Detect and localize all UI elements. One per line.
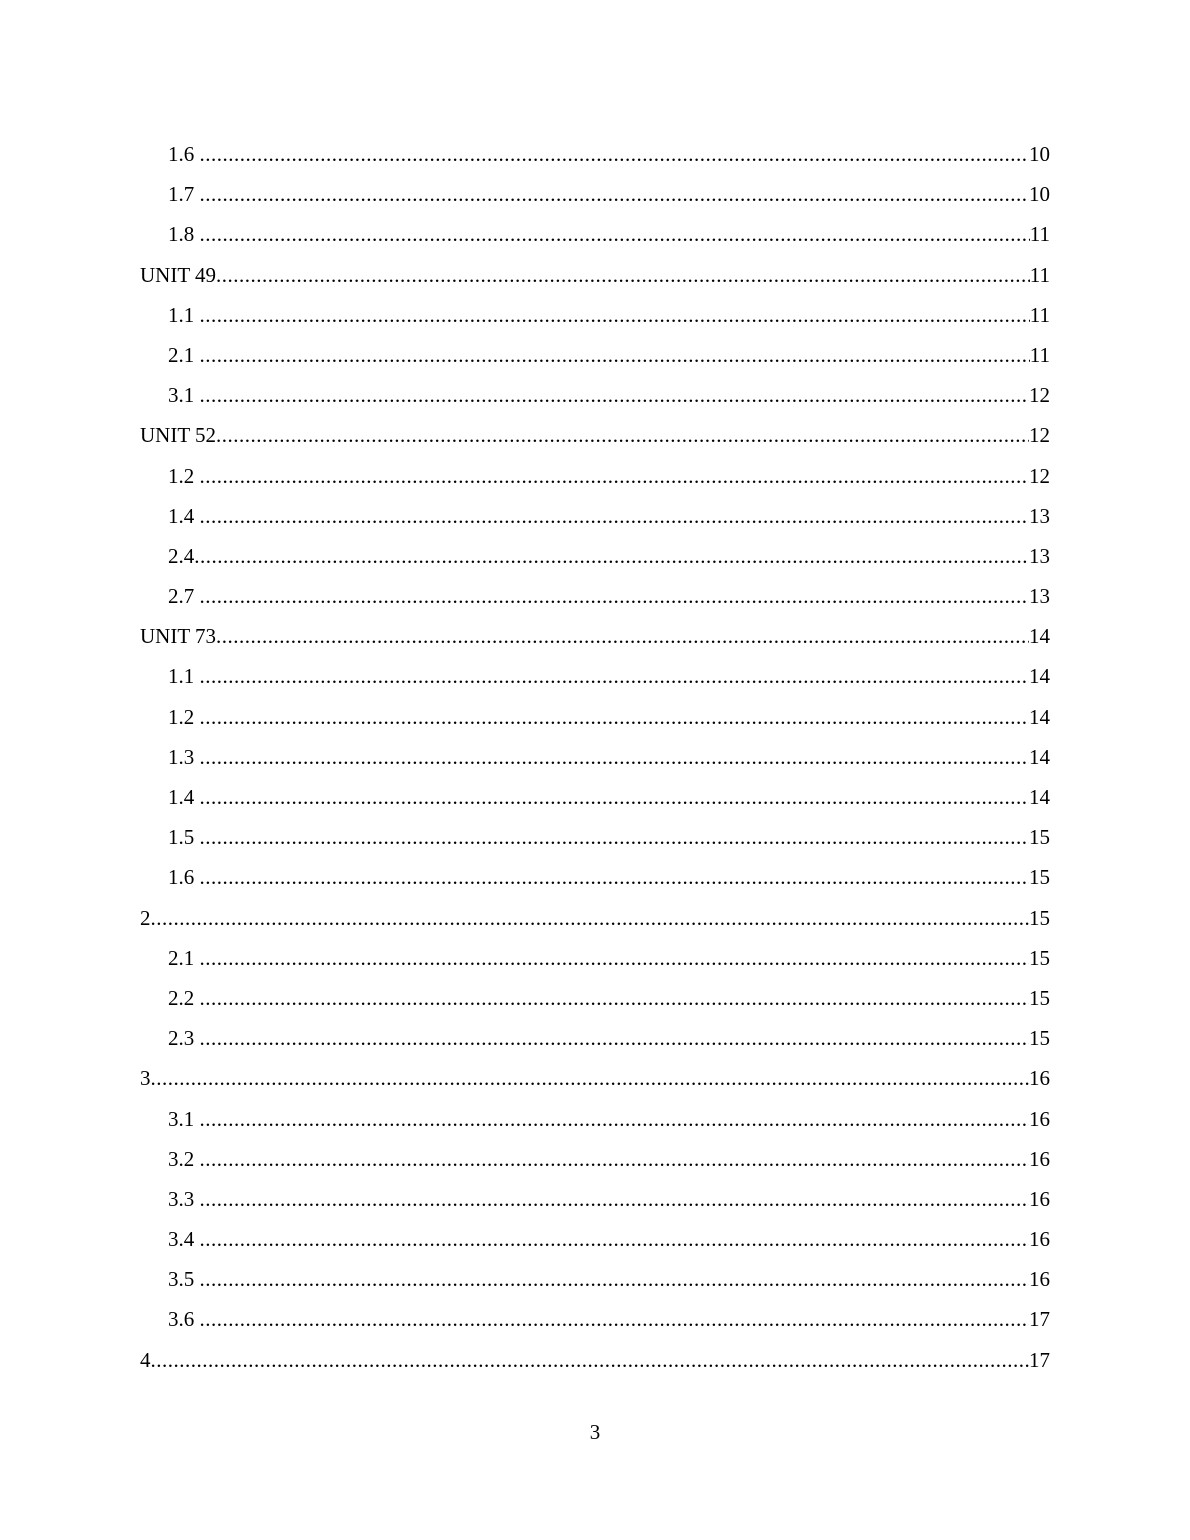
toc-dot-leader [200, 823, 1030, 851]
toc-entry-page-number: 14 [1029, 785, 1050, 809]
toc-entry-label: 1.4 [168, 503, 195, 528]
toc-entry-label: 2.4 [168, 543, 195, 568]
toc-entry-page-number: 16 [1029, 1106, 1050, 1131]
toc-entry-label: 1.2 [168, 463, 195, 488]
toc-entry-page-number: 15 [1029, 865, 1050, 890]
toc-entry-page-number: 14 [1029, 664, 1050, 689]
toc-entry-page-number: 12 [1029, 383, 1050, 408]
toc-entry-page-number: 14 [1029, 624, 1050, 649]
toc-dot-leader [200, 1265, 1030, 1293]
toc-subsection-entry[interactable] [140, 1145, 1050, 1185]
page-number: 3 [589, 1420, 601, 1444]
toc-entry-page-number: 11 [1029, 302, 1050, 327]
toc-subsection-entry[interactable] [140, 381, 1050, 421]
toc-entry-label: 3.2 [168, 1146, 195, 1171]
toc-subsection-entry[interactable] [140, 984, 1050, 1024]
toc-dot-leader [200, 1024, 1030, 1052]
toc-dot-leader [151, 904, 1030, 932]
toc-dot-leader [151, 1064, 1030, 1092]
toc-entry-page-number: 16 [1029, 1066, 1050, 1091]
toc-entry-page-number: 13 [1029, 503, 1050, 528]
toc-entry-label: 3.4 [168, 1227, 195, 1252]
toc-dot-leader [200, 1185, 1030, 1213]
toc-section-entry[interactable] [140, 1064, 1050, 1104]
toc-entry-page-number: 17 [1029, 1307, 1050, 1332]
toc-entry-page-number: 12 [1029, 463, 1050, 488]
toc-entry-label: 1.7 [168, 182, 195, 207]
toc-entry-page-number: 15 [1029, 945, 1050, 970]
toc-subsection-entry[interactable] [140, 662, 1050, 702]
toc-subsection-entry[interactable] [140, 462, 1050, 502]
toc-dot-leader [200, 1305, 1030, 1333]
toc-entry-label: 2.2 [168, 985, 195, 1010]
toc-entry-page-number: 11 [1029, 342, 1050, 367]
toc-section-entry[interactable] [140, 1346, 1050, 1386]
toc-entry-label: 4 [140, 1347, 151, 1372]
toc-subsection-entry[interactable] [140, 1305, 1050, 1345]
toc-dot-leader [200, 140, 1030, 168]
toc-dot-leader [200, 984, 1030, 1012]
toc-entry-label: 1.1 [168, 664, 195, 689]
toc-dot-leader [200, 743, 1030, 771]
toc-entry-label: 1.3 [168, 744, 195, 769]
toc-section-entry[interactable] [140, 421, 1050, 461]
toc-entry-label: 2.7 [168, 584, 195, 609]
toc-subsection-entry[interactable] [140, 1225, 1050, 1265]
toc-dot-leader [200, 783, 1030, 811]
toc-dot-leader [200, 863, 1030, 891]
toc-entry-label: 3.1 [168, 383, 195, 408]
toc-section-entry[interactable] [140, 622, 1050, 662]
toc-subsection-entry[interactable] [140, 1024, 1050, 1064]
toc-entry-page-number: 14 [1029, 704, 1050, 729]
toc-entry-label: UNIT 52 [140, 423, 217, 448]
toc-dot-leader [151, 1346, 1030, 1374]
toc-entry-label: 3.1 [168, 1106, 195, 1131]
toc-dot-leader [200, 1225, 1030, 1253]
toc-dot-leader [200, 180, 1030, 208]
toc-dot-leader [200, 381, 1030, 409]
toc-dot-leader [200, 301, 1030, 329]
toc-entry-label: 2.1 [168, 342, 195, 367]
toc-dot-leader [200, 1105, 1030, 1133]
toc-dot-leader [200, 462, 1030, 490]
toc-subsection-entry[interactable] [140, 220, 1050, 260]
toc-dot-leader [200, 220, 1030, 248]
toc-subsection-entry[interactable] [140, 341, 1050, 381]
toc-entry-label: 1.4 [168, 785, 195, 809]
toc-entry-label: 1.5 [168, 825, 195, 850]
toc-entry-page-number: 15 [1029, 1026, 1050, 1051]
toc-entry-label: UNIT 49 [140, 262, 217, 287]
toc-dot-leader [194, 542, 1029, 570]
toc-entry-page-number: 14 [1029, 744, 1050, 769]
toc-entry-page-number: 16 [1029, 1267, 1050, 1292]
toc-entry-page-number: 15 [1029, 825, 1050, 850]
toc-entry-label: 3.3 [168, 1186, 195, 1211]
toc-subsection-entry[interactable] [140, 783, 1050, 823]
toc-dot-leader [200, 502, 1030, 530]
toc-entry-page-number: 10 [1029, 182, 1050, 207]
toc-subsection-entry[interactable] [140, 542, 1050, 582]
toc-entry-label: 1.6 [168, 865, 195, 890]
toc-entry-page-number: 16 [1029, 1186, 1050, 1211]
toc-subsection-entry[interactable] [140, 301, 1050, 341]
toc-entry-page-number: 12 [1029, 423, 1050, 448]
toc-dot-leader [200, 1145, 1030, 1173]
toc-subsection-entry[interactable] [140, 502, 1050, 542]
toc-dot-leader [216, 261, 1030, 289]
toc-entry-label: 3.5 [168, 1267, 195, 1292]
toc-section-entry[interactable] [140, 904, 1050, 944]
toc-entry-label: 3.6 [168, 1307, 195, 1332]
toc-dot-leader [200, 662, 1030, 690]
toc-entry-label: 2 [140, 905, 151, 930]
table-of-contents [140, 140, 1050, 1386]
toc-entry-label: 2.1 [168, 945, 195, 970]
toc-entry-page-number: 13 [1029, 584, 1050, 609]
toc-section-entry[interactable] [140, 261, 1050, 301]
toc-subsection-entry[interactable] [140, 863, 1050, 903]
toc-subsection-entry[interactable] [140, 1105, 1050, 1145]
toc-subsection-entry[interactable] [140, 823, 1050, 863]
toc-subsection-entry[interactable] [140, 1265, 1050, 1305]
toc-dot-leader [216, 421, 1029, 449]
toc-subsection-entry[interactable] [140, 140, 1050, 180]
toc-entry-label: 3 [140, 1066, 151, 1091]
toc-entry-label: 1.8 [168, 222, 195, 247]
toc-entry-label: UNIT 73 [140, 624, 217, 649]
toc-subsection-entry[interactable] [140, 1185, 1050, 1225]
toc-entry-label: 2.3 [168, 1026, 195, 1051]
toc-entry-page-number: 11 [1029, 262, 1050, 287]
toc-dot-leader [200, 582, 1030, 610]
toc-entry-page-number: 16 [1029, 1227, 1050, 1252]
toc-entry-label: 1.2 [168, 704, 195, 729]
toc-entry-page-number: 10 [1029, 142, 1050, 166]
toc-subsection-entry[interactable] [140, 582, 1050, 622]
toc-entry-page-number: 11 [1029, 222, 1050, 247]
toc-subsection-entry[interactable] [140, 180, 1050, 220]
toc-dot-leader [200, 944, 1030, 972]
toc-dot-leader [200, 703, 1030, 731]
toc-entry-label: 1.6 [168, 142, 195, 166]
toc-entry-page-number: 16 [1029, 1146, 1050, 1171]
toc-entry-page-number: 15 [1029, 905, 1050, 930]
toc-entry-label: 1.1 [168, 302, 195, 327]
toc-subsection-entry[interactable] [140, 743, 1050, 783]
toc-entry-page-number: 17 [1029, 1347, 1050, 1372]
toc-entry-page-number: 15 [1029, 985, 1050, 1010]
toc-entry-page-number: 13 [1029, 543, 1050, 568]
toc-dot-leader [216, 622, 1029, 650]
toc-dot-leader [200, 341, 1030, 369]
toc-subsection-entry[interactable] [140, 703, 1050, 743]
toc-subsection-entry[interactable] [140, 944, 1050, 984]
